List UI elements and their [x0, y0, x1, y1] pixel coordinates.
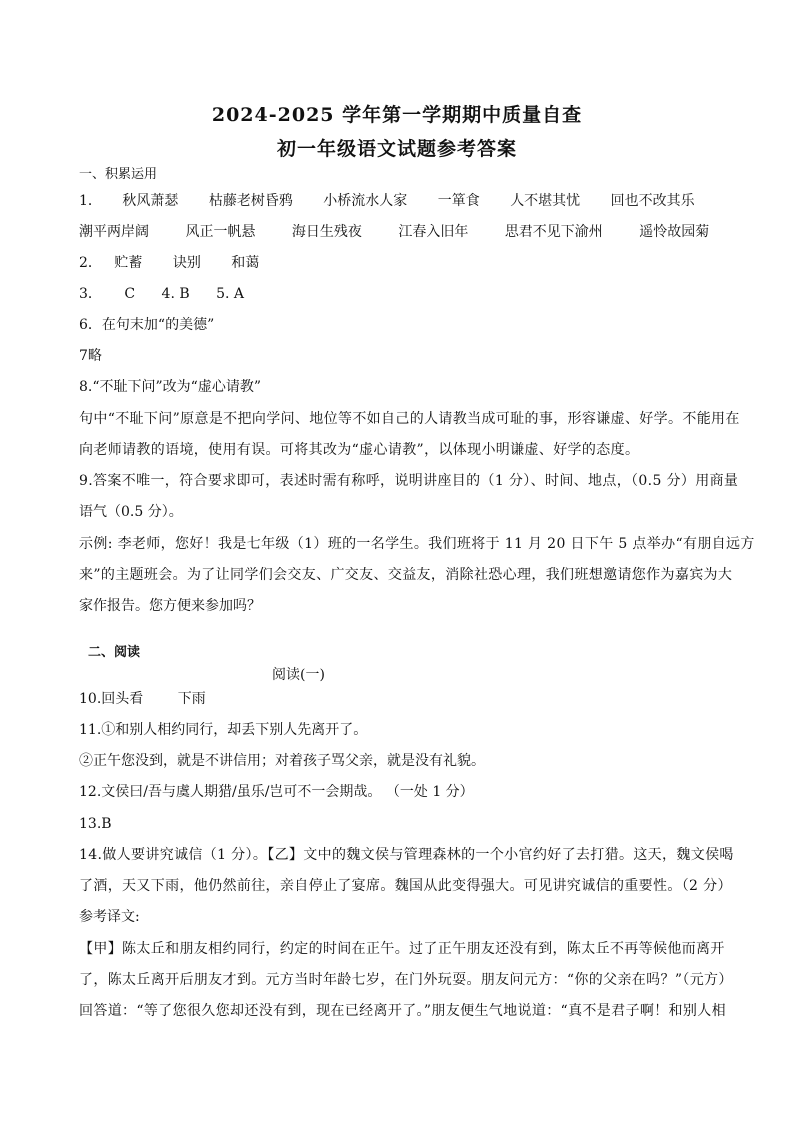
- q3-label: 3．: [79, 286, 102, 302]
- q8-answer: 8.“不耻下问”改为“虚心请教”: [79, 379, 261, 395]
- q1-item: 秋风萧瑟: [122, 193, 179, 209]
- q5-answer: 5. A: [216, 286, 245, 302]
- q10-answer: 10.回头看: [79, 691, 144, 707]
- q6-answer: 6．在句末加“的美德”: [79, 317, 215, 333]
- reading-subheading: 阅读(一): [272, 667, 325, 683]
- q1-item: 遥怜故园菊: [639, 224, 710, 240]
- q1-item: 人不堪其忧: [510, 193, 581, 209]
- q9-example: 示例: 李老师，您好！我是七年级（1）班的一名学生。我们班将于 11 月 20 日下午 5 点举办“有朋自远方: [79, 536, 755, 552]
- q3-answer: C: [124, 286, 136, 302]
- q2-item: 贮蓄: [114, 255, 143, 271]
- q1-row: [79, 192, 695, 210]
- q10-answer-2: 下雨: [177, 691, 206, 707]
- q9-example-end: 家作报告。您方便来参加吗？: [79, 598, 261, 614]
- q1-row-2: [79, 223, 709, 241]
- q7-answer: 7略: [79, 348, 102, 364]
- q14-answer-cont: 了酒，天又下雨，他仍然前往，亲自停止了宴席。魏国从此变得强大。可见讲究诚信的重要性。（2 分）: [79, 878, 732, 894]
- q2-item: 诀别: [172, 255, 201, 271]
- section-heading-2: 二、阅读: [88, 645, 141, 660]
- q1-item: 海日生残夜: [291, 224, 362, 240]
- translation-label: 参考译文:: [79, 909, 140, 925]
- q1-item: 回也不改其乐: [610, 193, 695, 209]
- translation-line: 了，陈太丘离开后朋友才到。元方当时年龄七岁，在门外玩耍。朋友问元方：“你的父亲在吗？”（元方）: [79, 972, 733, 988]
- q12-answer: 12.文侯曰/吾与虞人期猎/虽乐/岂可不一会期哉。 （一处 1 分）: [79, 784, 474, 800]
- translation-line: 回答道：“等了您很久您却还没有到，现在已经离开了。”朋友便生气地说道：“真不是君子啊！和别人相: [79, 1003, 726, 1019]
- q1-item: 江春入旧年: [398, 224, 469, 240]
- q10-row: [79, 690, 206, 708]
- q8-explanation-cont: 向老师请教的语境，使用有误。可将其改为“虚心请教”，以体现小明谦虚、好学的态度。: [79, 442, 640, 458]
- q4-answer: 4. B: [161, 286, 190, 302]
- translation-line: 【甲】陈太丘和朋友相约同行，约定的时间在正午。过了正午朋友还没有到，陈太丘不再等候他而离开: [79, 941, 725, 957]
- q2-label: 2．: [79, 255, 102, 271]
- q3-row: [79, 285, 244, 303]
- q9-example-cont: 来”的主题班会。为了让同学们会交友、广交友、交益友，消除社恐心理，我们班想邀请您作为嘉宾为大: [79, 567, 733, 583]
- q11-answer-2: ②正午您没到，就是不讲信用；对着孩子骂父亲，就是没有礼貌。: [79, 753, 485, 769]
- q2-row: [79, 254, 259, 272]
- q14-answer: 14.做人要讲究诚信（1 分）。【乙】文中的魏文侯与管理森林的一个小官约好了去打猎。这天，魏文侯喝: [79, 847, 734, 863]
- q1-item: 一箪食: [437, 193, 480, 209]
- q9-answer: 9.答案不唯一，符合要求即可，表述时需有称呼，说明讲座目的（1 分）、时间、地点，（0.5 分）用商量: [79, 473, 739, 489]
- subtitle: 初一年级语文试题参考答案: [276, 138, 517, 160]
- q8-explanation: 句中“不耻下问”原意是不把向学问、地位等不如自己的人请教当成可耻的事，形容谦虚、好学。不能用在: [79, 411, 740, 427]
- q1-item: 枯藤老树昏鸦: [208, 193, 293, 209]
- q11-answer: 11.①和别人相约同行，却丢下别人先离开了。: [79, 722, 368, 738]
- section-heading-1: 一、积累运用: [79, 167, 158, 182]
- q2-item: 和蔼: [231, 255, 260, 271]
- q1-item: 风正一帆悬: [185, 224, 256, 240]
- q1-item: 小桥流水人家: [323, 193, 408, 209]
- q1-item: 潮平两岸阔: [79, 224, 149, 240]
- q13-answer: 13.B: [79, 816, 112, 832]
- q9-answer-cont: 语气（0.5 分）。: [79, 504, 183, 520]
- q1-item: 思君不见下渝州: [504, 224, 603, 240]
- q1-label: 1．: [79, 193, 102, 209]
- title: 2024-2025 学年第一学期期中质量自查: [211, 104, 583, 126]
